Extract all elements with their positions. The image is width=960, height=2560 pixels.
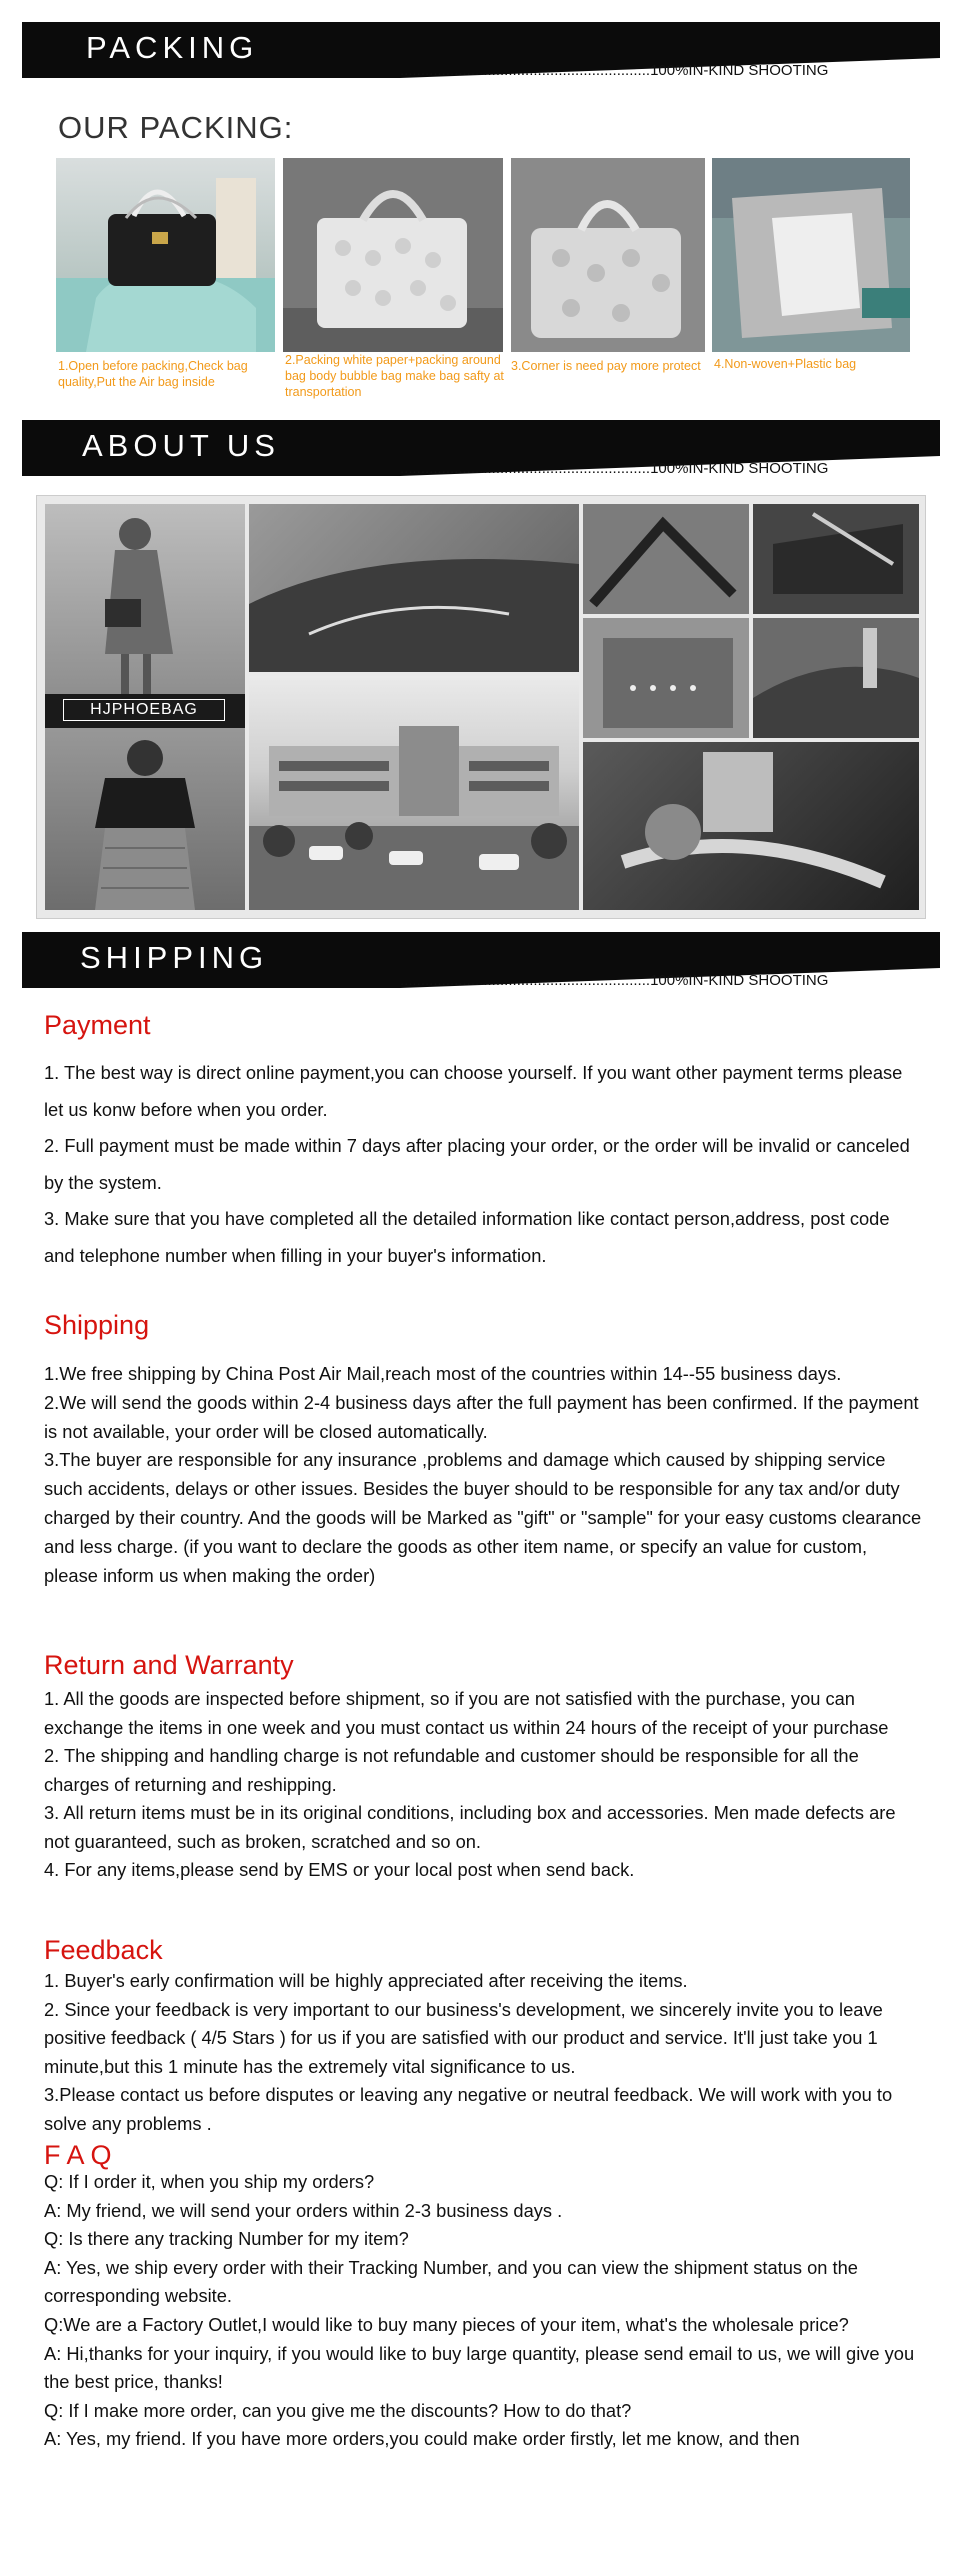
faq-heading: F A Q — [44, 2140, 112, 2170]
packing-heading: OUR PACKING: — [58, 110, 294, 145]
faq-line-8: A: Yes, my friend. If you have more orders,you could make order firstly, let me know, and then — [44, 2428, 800, 2450]
about-photo-model-bottom — [45, 718, 245, 910]
shipping-banner-title: SHIPPING — [80, 940, 269, 975]
returns-line-1: 1. All the goods are inspected before shipment, so if you are not satisfied with the purchase, you can exchange the items in one week and you must contact us within 24 hours of the receipt of your purchase — [44, 1688, 889, 1738]
about-photo-craft-3 — [583, 618, 749, 738]
packing-caption-2: 2.Packing white paper+packing around bag body bubble bag make bag safty at transportation — [285, 353, 504, 399]
about-photo-craft-1 — [583, 504, 749, 614]
about-photo-sewing — [583, 742, 919, 910]
about-banner-subtitle: ............................................................100%IN-KIND SHOOTING — [400, 460, 829, 477]
faq-line-2: A: My friend, we will send your orders within 2-3 business days . — [44, 2199, 563, 2221]
returns-line-3: 3. All return items must be in its original conditions, including box and accessories. Men made defects are not guaranteed, such as broken, scratched and so on. — [44, 1802, 896, 1852]
packing-caption-3: 3.Corner is need pay more protect — [511, 359, 701, 373]
about-photo-leather — [249, 504, 579, 672]
about-collage — [36, 495, 926, 919]
shipping-line-1: 1.We free shipping by China Post Air Mail,reach most of the countries within 14--55 business days. — [44, 1363, 842, 1384]
packing-caption-1: 1.Open before packing,Check bag quality,Put the Air bag inside — [58, 359, 248, 389]
faq-line-6: A: Hi,thanks for your inquiry, if you would like to buy large quantity, please send email to us, we will give you the best price, thanks! — [44, 2342, 915, 2393]
packing-photo-1 — [56, 158, 275, 352]
packing-banner-subtitle: ............................................................100%IN-KIND SHOOTING — [400, 62, 829, 79]
returns-heading: Return and Warranty — [44, 1650, 294, 1680]
returns-text — [44, 1685, 924, 1885]
feedback-line-3: 3.Please contact us before disputes or leaving any negative or neutral feedback. We will work with you to solve any problems . — [44, 2084, 893, 2134]
feedback-text — [44, 1967, 924, 2138]
shipping-line-3: 3.The buyer are responsible for any insurance ,problems and damage which caused by shipping service such accidents, delays or other issues. Besides the buyer should to be responsible for any tax and/or duty charged by their country. And the goods will be Marked as "gift" or "sample" for your easy customs clearance and less charge. (if you want to declare the goods as other item name, or specify an value for custom, please inform us when making the order) — [44, 1449, 922, 1586]
about-banner-title: ABOUT US — [82, 428, 280, 463]
shipping-line-2: 2.We will send the goods within 2-4 business days after the full payment has been confirmed. If the payment is not available, your order will be closed automatically. — [44, 1391, 919, 1442]
payment-heading: Payment — [44, 1010, 151, 1040]
brand-label-box — [45, 694, 245, 728]
faq-line-1: Q: If I order it, when you ship my orders? — [44, 2171, 375, 2192]
about-photo-craft-2 — [753, 504, 919, 614]
packing-photo-4 — [712, 158, 910, 352]
about-photo-model-top — [45, 504, 245, 698]
returns-line-4: 4. For any items,please send by EMS or your local post when send back. — [44, 1859, 635, 1880]
faq-line-4: A: Yes, we ship every order with their Tracking Number, and you can view the shipment status on the corresponding website. — [44, 2256, 858, 2307]
feedback-heading: Feedback — [44, 1935, 163, 1965]
packing-caption-4: 4.Non-woven+Plastic bag — [714, 357, 857, 371]
brand-label: HJPHOEBAG — [63, 699, 225, 721]
faq-text — [44, 2168, 924, 2454]
feedback-line-1: 1. Buyer's early confirmation will be highly appreciated after receiving the items. — [44, 1970, 688, 1991]
shipping-text — [44, 1360, 924, 1590]
payment-text — [44, 1055, 924, 1274]
payment-line-3: 3. Make sure that you have completed all the detailed information like contact person,address, post code and telephone number when filling in your buyer's information. — [44, 1208, 890, 1266]
packing-photo-3 — [511, 158, 705, 352]
payment-line-1: 1. The best way is direct online payment,you can choose yourself. If you want other payment terms please let us konw before when you order. — [44, 1062, 903, 1120]
packing-banner-title: PACKING — [86, 30, 259, 65]
faq-line-7: Q: If I make more order, can you give me the discounts? How to do that? — [44, 2399, 632, 2421]
about-photo-factory — [249, 676, 579, 910]
faq-line-5: Q:We are a Factory Outlet,I would like to buy many pieces of your item, what's the wholesale price? — [44, 2313, 849, 2335]
about-photo-craft-4 — [753, 618, 919, 738]
shipping-heading: Shipping — [44, 1310, 150, 1340]
shipping-banner-subtitle: ............................................................100%IN-KIND SHOOTING — [400, 972, 829, 989]
payment-line-2: 2. Full payment must be made within 7 days after placing your order, or the order will be invalid or canceled by the system. — [44, 1135, 910, 1193]
faq-line-3: Q: Is there any tracking Number for my item? — [44, 2228, 409, 2250]
feedback-line-2: 2. Since your feedback is very important to our business's development, we sincerely invite you to leave positive feedback ( 4/5 Stars ) for us if you are satisfied with our product and service. It'll just take you 1 minute,but this 1 minute has the extremely vital significance to us. — [44, 1998, 883, 2077]
packing-photo-2 — [283, 158, 503, 352]
returns-line-2: 2. The shipping and handling charge is not refundable and customer should be responsible for all the charges of returning and reshipping. — [44, 1745, 859, 1795]
